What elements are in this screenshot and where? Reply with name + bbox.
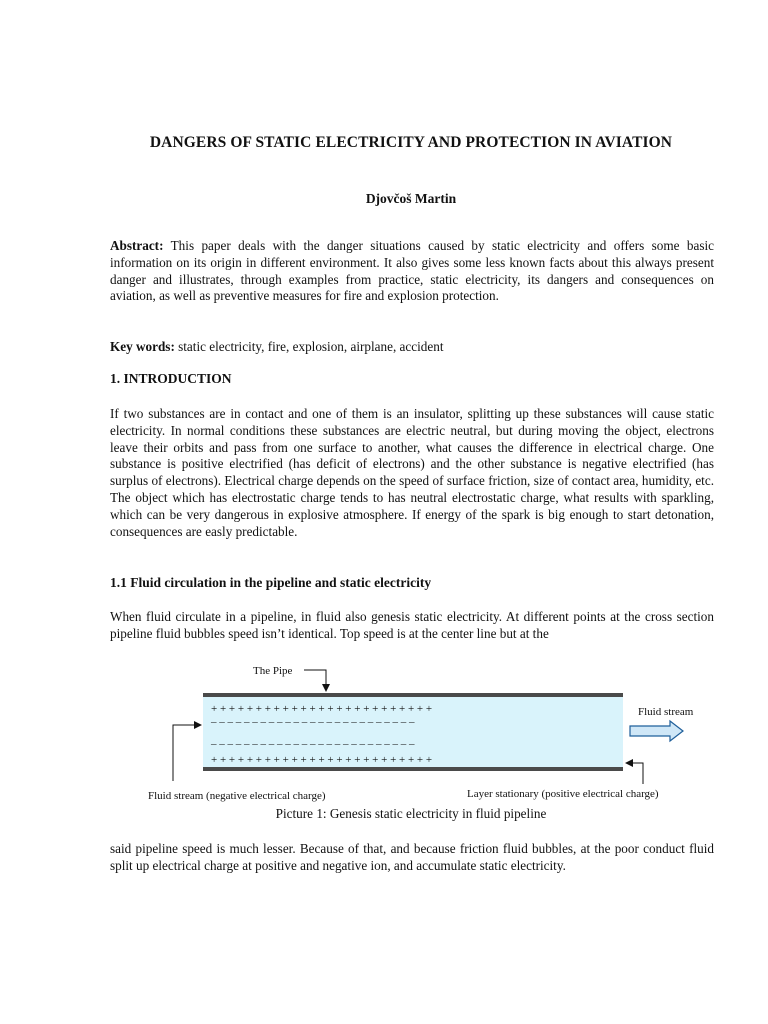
section-heading-fluid-circulation: 1.1 Fluid circulation in the pipeline and static electricity <box>110 575 432 590</box>
pipe-label-arrow <box>304 670 326 691</box>
label-positive-charge: Layer stationary (positive electrical charge) <box>467 788 659 800</box>
paper-title: DANGERS OF STATIC ELECTRICITY AND PROTECTION IN AVIATION <box>149 134 673 151</box>
minus-row-bottom: – – – – – – – – – – – – – – – – – – – – – – – – – <box>211 738 415 750</box>
negative-charge-arrow <box>173 725 201 781</box>
positive-charge-arrow <box>626 763 643 784</box>
label-negative-charge: Fluid stream (negative electrical charge) <box>148 790 326 802</box>
figure-caption: Picture 1: Genesis static electricity in fluid pipeline <box>275 806 547 821</box>
pipeline-diagram <box>110 655 720 805</box>
pipe-bottom-wall <box>203 767 623 771</box>
keywords-paragraph <box>110 339 714 356</box>
section-heading-introduction: 1. INTRODUCTION <box>110 371 232 386</box>
fluid-circulation-paragraph: When fluid circulate in a pipeline, in fluid also genesis static electricity. At different points at the cross section pipeline fluid bubbles speed isn’t identical. Top speed is at the center line but at the <box>110 609 714 641</box>
keywords-label: Key words: <box>110 339 175 354</box>
continuation-paragraph: said pipeline speed is much lesser. Because of that, and because friction fluid bubbles, at the poor conduct fluid split up electrical charge at positive and negative ion, and accumulate static electricity. <box>110 841 714 873</box>
minus-row-top: – – – – – – – – – – – – – – – – – – – – – – – – – <box>211 716 415 728</box>
label-the-pipe: The Pipe <box>253 665 293 677</box>
pipeline-figure <box>110 655 720 825</box>
plus-row-bottom: + + + + + + + + + + + + + + + + + + + + + + + + + <box>211 754 433 766</box>
abstract-label: Abstract: <box>110 238 164 253</box>
fluid-stream-arrow-icon <box>630 721 683 741</box>
paper-author: Djovčoš Martin <box>365 191 457 206</box>
pipe-top-wall <box>203 693 623 697</box>
keywords-text: static electricity, fire, explosion, airplane, accident <box>178 339 444 354</box>
abstract-paragraph <box>110 238 714 305</box>
label-fluid-stream: Fluid stream <box>638 706 694 718</box>
plus-row-top: + + + + + + + + + + + + + + + + + + + + + + + + + <box>211 703 433 715</box>
abstract-text: This paper deals with the danger situations caused by static electricity and offers some basic information on its origin in different environment. It also gives some less known facts about this always present danger and illustrates, through examples from practice, static electricity, its dangers and consequences on aviation, as well as preventive measures for fire and explosion protection. <box>110 238 714 304</box>
introduction-paragraph: If two substances are in contact and one of them is an insulator, splitting up these substances will cause static electricity. In normal conditions these substances are electric neutral, but during moving the object, electrons leave their orbits and pass from one surface to another, what causes the difference in electrical charge. One substance is positive electrified (has deficit of electrons) and the other substance is negative electrified (has surplus of electrons). Electrical charge depends on the speed of surface friction, size of contact area, humidity, etc. The object which has electrostatic charge tends to has neutral electrostatic charge, what results with sparkling, which can be very dangerous in explosive atmosphere. If energy of the spark is big enough to start detonation, consequences are easly predictable. <box>110 406 714 539</box>
